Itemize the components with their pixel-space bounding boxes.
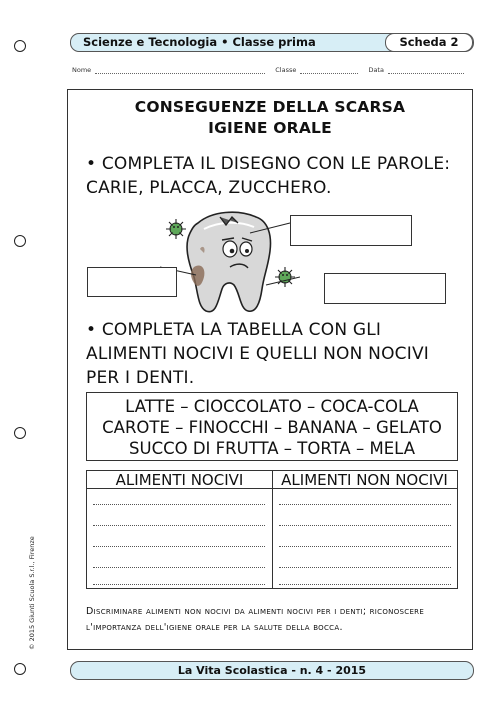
footer-band: La Vita Scolastica - n. 4 - 2015 — [70, 661, 474, 680]
instruction-line: CARIE, PLACCA, ZUCCHERO. — [86, 178, 332, 198]
answer-line[interactable] — [93, 567, 265, 568]
instruction-line: PER I DENTI. — [86, 368, 195, 388]
binder-hole — [14, 40, 26, 52]
worksheet-title — [67, 97, 473, 139]
table-divider — [272, 471, 273, 588]
instruction-line: • COMPLETA IL DISEGNO CON LE PAROLE: — [86, 154, 451, 174]
answer-line[interactable] — [279, 504, 451, 505]
date-field[interactable] — [388, 73, 464, 74]
answer-line[interactable] — [93, 546, 265, 547]
table-header-not-harmful: ALIMENTI NON NOCIVI — [272, 471, 457, 489]
subject-label: Scienze e Tecnologia • Classe prima — [83, 35, 316, 49]
label-box-left[interactable] — [87, 267, 177, 297]
title-line: IGIENE ORALE — [208, 119, 332, 137]
tooth-illustration — [160, 205, 300, 320]
binder-hole — [14, 663, 26, 675]
exercise2-instruction — [86, 318, 429, 390]
sheet-label: Scheda 2 — [385, 33, 473, 52]
answer-line[interactable] — [93, 525, 265, 526]
germ-icon — [275, 267, 295, 287]
answer-line[interactable] — [279, 584, 451, 585]
student-info-row — [72, 66, 472, 74]
name-label: Nome — [72, 66, 92, 74]
objective-line: Discriminare alimenti non nocivi da alimenti nocivi per i denti; riconoscere — [86, 606, 425, 617]
table-header-harmful: ALIMENTI NOCIVI — [87, 471, 272, 489]
binder-hole — [14, 427, 26, 439]
objective-line: l'importanza dell'igiene orale per la salute della bocca. — [86, 622, 343, 633]
header-band — [70, 33, 474, 52]
answer-line[interactable] — [93, 584, 265, 585]
instruction-line: ALIMENTI NOCIVI E QUELLI NON NOCIVI — [86, 344, 429, 364]
word-bank-box — [86, 392, 458, 461]
name-field[interactable] — [95, 73, 265, 74]
answer-line[interactable] — [93, 504, 265, 505]
word-bank-line: CAROTE – FINOCCHI – BANANA – GELATO — [102, 418, 442, 437]
answer-line[interactable] — [279, 567, 451, 568]
class-label: Classe — [275, 66, 297, 74]
exercise1-instruction — [86, 152, 450, 200]
germ-icon — [166, 219, 186, 239]
instruction-line: • COMPLETA LA TABELLA CON GLI — [86, 320, 382, 340]
word-bank-line: SUCCO DI FRUTTA – TORTA – MELA — [129, 439, 415, 458]
title-line: CONSEGUENZE DELLA SCARSA — [134, 98, 406, 116]
label-box-top-right[interactable] — [290, 215, 412, 246]
answer-line[interactable] — [279, 546, 451, 547]
class-field[interactable] — [300, 73, 358, 74]
answer-line[interactable] — [279, 525, 451, 526]
copyright-notice: © 2015 Giunti Scuola S.r.l., Firenze — [28, 536, 36, 650]
learning-objective — [86, 604, 462, 636]
label-box-right[interactable] — [324, 273, 446, 304]
binder-hole — [14, 235, 26, 247]
foods-table — [86, 470, 458, 589]
word-bank-line: LATTE – CIOCCOLATO – COCA-COLA — [125, 397, 419, 416]
date-label: Data — [368, 66, 384, 74]
